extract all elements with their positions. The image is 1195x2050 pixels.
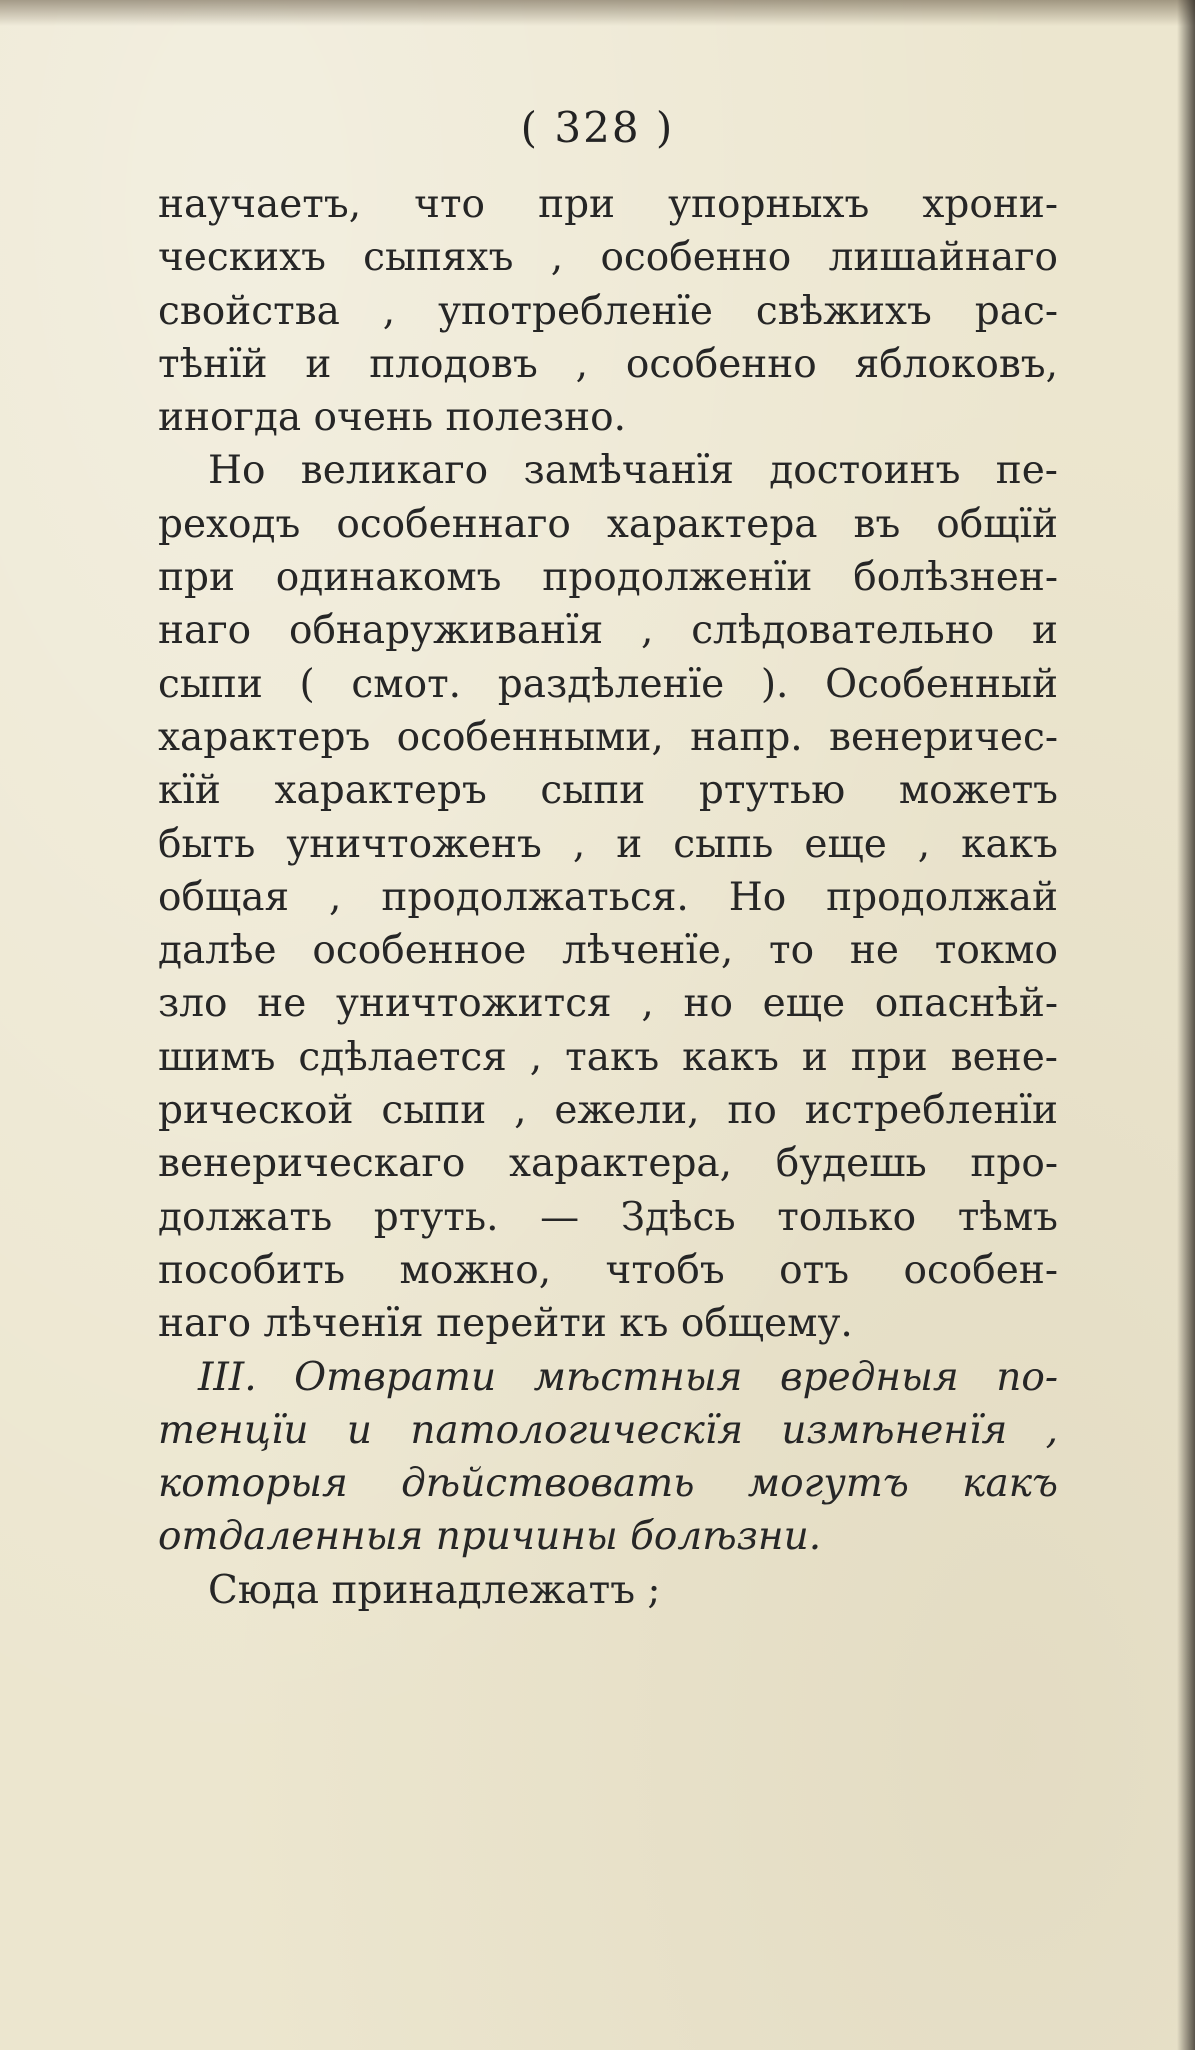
- paragraph-start-line: Но великаго замѣчанїя достоинъ пе-: [208, 448, 1058, 494]
- text-line: реходъ особеннаго характера въ общїй: [158, 501, 1058, 547]
- section-heading-line: тенцїи и патологическїя измѣненїя ,: [158, 1407, 1058, 1453]
- page-top-shadow: [0, 0, 1195, 26]
- text-line: свойства , употребленїе свѣжихъ рас-: [158, 288, 1058, 334]
- text-line: иногда очень полезно.: [158, 395, 626, 441]
- text-line: должать ртуть. — Здѣсь только тѣмъ: [158, 1194, 1058, 1240]
- section-heading-line: III. Отврати мѣстныя вредныя по-: [198, 1354, 1058, 1400]
- body-text: [158, 178, 1058, 1617]
- text-line: научаетъ, что при упорныхъ хрони-: [158, 182, 1058, 227]
- text-line: ческихъ сыпяхъ , особенно лишайнаго: [158, 235, 1058, 281]
- text-line: далѣе особенное лѣченїе, то не токмо: [158, 928, 1058, 974]
- text-line: быть уничтоженъ , и сыпь еще , какъ: [158, 821, 1058, 867]
- text-line: венерическаго характера, будешь про-: [158, 1141, 1058, 1187]
- section-heading-line: которыя дѣйствовать могутъ какъ: [158, 1461, 1058, 1507]
- text-line: рической сыпи , ежели, по истребленїи: [158, 1088, 1058, 1134]
- text-line: наго обнаруживанїя , слѣдовательно и: [158, 608, 1058, 654]
- text-line: зло не уничтожится , но еще опаснѣй-: [158, 981, 1058, 1027]
- text-line: пособить можно, чтобъ отъ особен-: [158, 1247, 1058, 1293]
- page-number: ( 328 ): [520, 103, 675, 152]
- text-line: характеръ особенными, напр. венеричес-: [158, 714, 1058, 760]
- section-heading-line: отдаленныя причины болѣзни.: [158, 1514, 822, 1560]
- text-line: при одинакомъ продолженїи болѣзнен-: [158, 555, 1058, 601]
- text-line: сыпи ( смот. раздѣленїе ). Особенный: [158, 661, 1058, 707]
- text-line: кїй характеръ сыпи ртутью можетъ: [158, 768, 1058, 814]
- paragraph-start-line: Сюда принадлежатъ ;: [208, 1567, 661, 1613]
- text-line: тѣнїй и плодовъ , особенно яблоковъ,: [158, 341, 1058, 387]
- text-line: общая , продолжаться. Но продолжай: [158, 874, 1058, 920]
- text-line: шимъ сдѣлается , такъ какъ и при вене-: [158, 1034, 1058, 1080]
- page-binding-shadow: [1177, 0, 1195, 2050]
- text-line: наго лѣченїя перейти къ общему.: [158, 1301, 853, 1347]
